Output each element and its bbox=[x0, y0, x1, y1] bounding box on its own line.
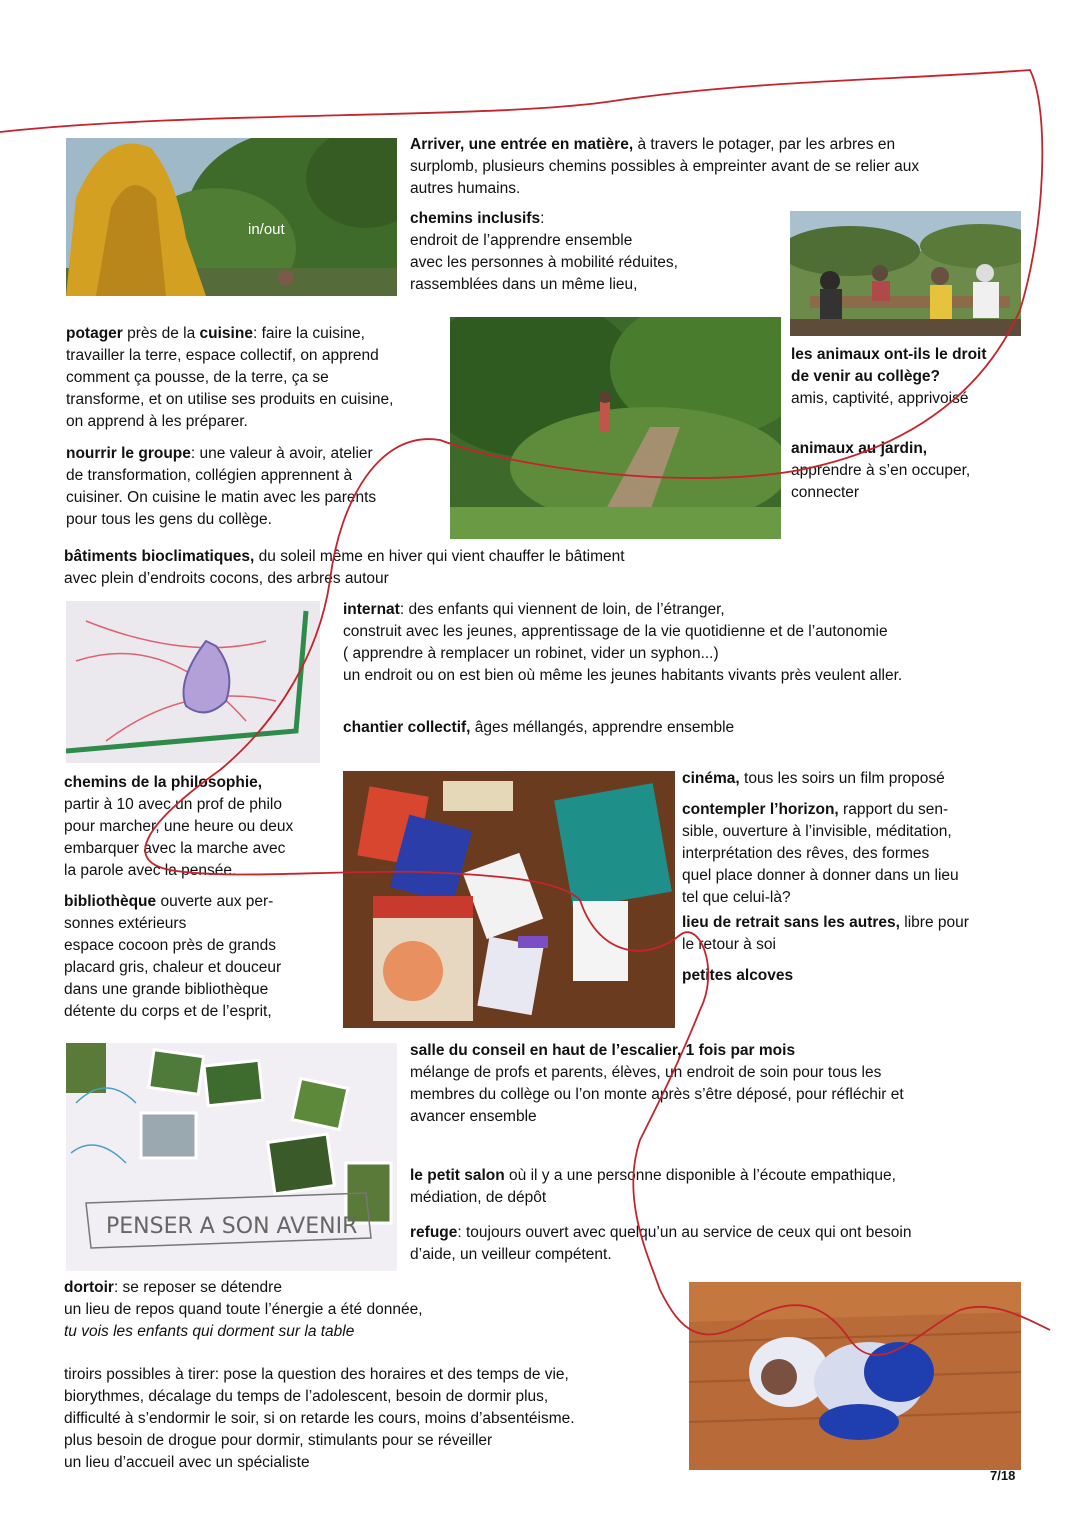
photo-group-table bbox=[790, 211, 1021, 336]
block-alcoves bbox=[682, 965, 1042, 987]
heading-animaux-jardin: animaux au jardin, bbox=[791, 440, 928, 457]
heading-petit-salon: le petit salon bbox=[410, 1167, 505, 1184]
page-number: 7/18 bbox=[990, 1468, 1016, 1483]
photo-garden bbox=[450, 317, 781, 539]
block-retrait: lieu de retrait sans les autres, libre pour le retour à soi bbox=[682, 914, 969, 953]
block-potager: potager près de la cuisine: faire la cuisine, travailler la terre, espace collectif, on apprend comment ça pousse, de la terre, ça se transforme, et on utilise ses produits en cuisine, on apprend à les préparer. bbox=[66, 325, 394, 430]
block-internat: internat: des enfants qui viennent de loin, de l’étranger, construit avec les jeunes, apprentissage de la vie quotidienne et de l’autonomie ( apprendre à remplacer un robinet, vider un syphon...) un endroit ou on est bien où même les jeunes habitants vivants près veulent aller. bbox=[343, 601, 903, 684]
heading-batiments: bâtiments bioclimatiques, bbox=[64, 548, 255, 565]
heading-arriver: Arriver, une entrée en matière, bbox=[410, 136, 634, 153]
block-dortoir: dortoir: se reposer se détendre un lieu de repos quand toute l’énergie a été donnée, tu vois les enfants qui dorment sur la table bbox=[64, 1279, 423, 1340]
block-animaux-jardin: animaux au jardin, apprendre à s’en occuper, connecter bbox=[791, 440, 971, 501]
heading-refuge: refuge bbox=[410, 1224, 458, 1241]
block-contempler: contempler l’horizon, rapport du sen- sible, ouverture à l’invisible, méditation, interprétation des rêves, des formes quel place donner à donner dans un lieu tel que celui-là? bbox=[682, 801, 959, 906]
heading-conseil: salle du conseil en haut de l’escalier, 1 fois par mois bbox=[410, 1042, 796, 1059]
block-chemins-inclusifs: chemins inclusifs: endroit de l’apprendre ensemble avec les personnes à mobilité réduites, rassemblées dans un même lieu, bbox=[410, 210, 678, 293]
heading-cinema: cinéma, bbox=[682, 770, 740, 787]
block-refuge: refuge: toujours ouvert avec quelqu’un au service de ceux qui ont besoin d’aide, un veilleur compétent. bbox=[410, 1224, 912, 1263]
heading-internat: internat bbox=[343, 601, 400, 618]
photo-in-out bbox=[66, 138, 397, 296]
block-petit-salon: le petit salon où il y a une personne disponible à l’écoute empathique, médiation, de dépôt bbox=[410, 1167, 896, 1206]
block-cinema: cinéma, tous les soirs un film proposé bbox=[682, 770, 945, 787]
heading-potager: potager bbox=[66, 325, 123, 342]
photo-penser-avenir bbox=[66, 1043, 397, 1271]
heading-dortoir: dortoir bbox=[64, 1279, 114, 1296]
photo-person-floor bbox=[689, 1282, 1021, 1470]
photo-books bbox=[343, 771, 675, 1028]
block-conseil: salle du conseil en haut de l’escalier, 1 fois par mois mélange de profs et parents, élèves, un endroit de soin pour tous les membres du collège ou l’on monte après s’être déposé, pour réfléchir et avancer ensemble bbox=[410, 1042, 904, 1125]
heading-animaux-droit: les animaux ont-ils le droit bbox=[791, 346, 987, 363]
block-philosophie: chemins de la philosophie, partir à 10 avec un prof de philo pour marcher, une heure ou deux embarquer avec la marche avec la parole avec la pensée. bbox=[64, 774, 294, 879]
photo-fig-drawing bbox=[66, 601, 320, 763]
heading-alcoves: petites alcoves bbox=[682, 967, 794, 984]
heading-chemins-inclusifs: chemins inclusifs bbox=[410, 210, 541, 227]
block-bibliotheque: bibliothèque ouverte aux per- sonnes extérieurs espace cocoon près de grands placard gris, chaleur et douceur dans une grande bibliothèque détente du corps et de l’esprit, bbox=[64, 893, 282, 1020]
heading-bibliotheque: bibliothèque bbox=[64, 893, 157, 910]
heading-philosophie: chemins de la philosophie, bbox=[64, 774, 263, 791]
heading-nourrir: nourrir le groupe bbox=[66, 445, 191, 462]
heading-chantier: chantier collectif, bbox=[343, 719, 471, 736]
block-arriver: Arriver, une entrée en matière, à travers le potager, par les arbres en surplomb, plusieurs chemins possibles à empreinter avant de se relier aux autres humains. bbox=[410, 136, 920, 197]
heading-contempler: contempler l’horizon, bbox=[682, 801, 839, 818]
block-nourrir: nourrir le groupe: une valeur à avoir, atelier de transformation, collégien apprennent à cuisiner. On cuisine le matin avec les parents pour tous les gens du collège. bbox=[66, 445, 377, 528]
photo-board-text: PENSER A SON AVENIR bbox=[106, 1214, 358, 1239]
block-chantier: chantier collectif, âges méllangés, apprendre ensemble bbox=[343, 719, 735, 736]
block-tiroirs: tiroirs possibles à tirer: pose la question des horaires et des temps de vie, biorythmes, décalage du temps de l’adolescent, besoin de dormir plus, difficulté à s’endormir le soir, si on retarde les cours, moins d’absentéisme. plus besoin de drogue pour dormir, stimulants pour se réveiller un lieu d’accueil avec un spécialiste bbox=[64, 1366, 575, 1471]
block-batiments: bâtiments bioclimatiques, du soleil même en hiver qui vient chauffer le bâtiment avec plein d’endroits cocons, des arbres autour bbox=[64, 548, 625, 587]
heading-retrait: lieu de retrait sans les autres, bbox=[682, 914, 900, 931]
photo-caption: in/out bbox=[248, 221, 285, 238]
block-animaux-droit: les animaux ont-ils le droit de venir au collège? amis, captivité, apprivoisé bbox=[791, 346, 987, 407]
